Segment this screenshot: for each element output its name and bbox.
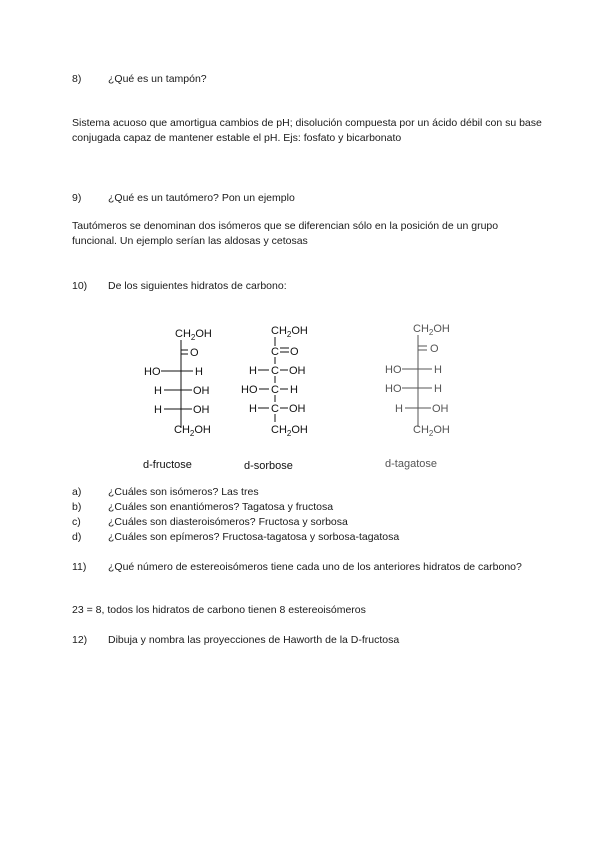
fructose-top: $CH_2OH$ [175, 328, 212, 342]
fructose-bottom: $CH_2OH$ [174, 424, 211, 438]
sorbose-r4-right: H [290, 384, 298, 396]
tagatose-top: $CH_2OH$ [413, 323, 450, 337]
fructose-c2-o: O [190, 347, 199, 359]
q10-sub-b-label: b) [72, 501, 82, 513]
q11-number: 11) [72, 561, 87, 573]
q11-question: ¿Qué número de estereoisómeros tiene cada uno de los anteriores hidratos de carbono? [108, 561, 522, 573]
q10-sub-d-label: d) [72, 531, 82, 543]
tagatose-r4-right: H [434, 383, 442, 395]
tagatose-c2-o: O [430, 343, 439, 355]
q10-sub-c-label: c) [72, 516, 81, 528]
q8-number: 8) [72, 73, 82, 85]
q9-question: ¿Qué es un tautómero? Pon un ejemplo [108, 192, 295, 204]
q10-sub-a-label: a) [72, 486, 82, 498]
sorbose-r3-left: H [249, 365, 257, 377]
sorbose-top: $CH_2OH$ [271, 325, 308, 339]
q10-sub-b-text: ¿Cuáles son enantiómeros? Tagatosa y fructosa [108, 501, 334, 513]
tagatose-r5-left: H [395, 403, 403, 415]
sorbose-r5-left: H [249, 403, 257, 415]
q9-answer: Tautómeros se denominan dos isómeros que se diferencian sólo en la posición de un grupo funcional. Un ejemplo serían las aldosas y cetosas [72, 220, 499, 247]
q9-number: 9) [72, 192, 82, 204]
sorbose-r4-left: HO [241, 384, 258, 396]
q11-answer: 23 = 8, todos los hidratos de carbono tienen 8 estereoisómeros [72, 604, 366, 616]
sorbose-r5-right: OH [289, 403, 306, 415]
q8-answer: Sistema acuoso que amortigua cambios de pH; disolución compuesta por un ácido débil con su base conjugada capaz de mantener estable el pH. Ejs: fosfato y bicarbonato [72, 117, 542, 144]
sorbose-structure [241, 325, 308, 472]
fructose-caption: d-fructose [143, 459, 192, 471]
fructose-r4-left: H [154, 385, 162, 397]
q12-number: 12) [72, 634, 88, 646]
q10-question: De los siguientes hidratos de carbono: [108, 280, 287, 292]
sorbose-r3-right: OH [289, 365, 306, 377]
q10-number: 10) [72, 280, 88, 292]
carbohydrate-figure [0, 315, 600, 485]
fructose-structure [143, 328, 212, 471]
fructose-r4-right: OH [193, 385, 210, 397]
sorbose-c2-o: O [290, 346, 299, 358]
fructose-r3-right: H [195, 366, 203, 378]
fructose-r5-left: H [154, 404, 162, 416]
sorbose-r5-c: C [271, 403, 279, 415]
sorbose-caption: d-sorbose [244, 460, 293, 472]
sorbose-r3-c: C [271, 365, 279, 377]
tagatose-r4-left: HO [385, 383, 402, 395]
tagatose-structure [385, 323, 450, 470]
fructose-r5-right: OH [193, 404, 210, 416]
tagatose-r3-right: H [434, 364, 442, 376]
tagatose-r5-right: OH [432, 403, 449, 415]
sorbose-bottom: $CH_2OH$ [271, 424, 308, 438]
q8-question: ¿Qué es un tampón? [108, 73, 207, 85]
tagatose-caption: d-tagatose [385, 458, 437, 470]
q12-question: Dibuja y nombra las proyecciones de Haworth de la D-fructosa [108, 634, 400, 646]
sorbose-c2-c: C [271, 346, 279, 358]
fructose-r3-left: HO [144, 366, 161, 378]
q10-sub-a-text: ¿Cuáles son isómeros? Las tres [108, 486, 259, 498]
tagatose-r3-left: HO [385, 364, 402, 376]
q10-sub-d-text: ¿Cuáles son epímeros? Fructosa-tagatosa y sorbosa-tagatosa [108, 531, 400, 543]
tagatose-bottom: $CH_2OH$ [413, 424, 450, 438]
sorbose-r4-c: C [271, 384, 279, 396]
q10-sub-c-text: ¿Cuáles son diasteroisómeros? Fructosa y sorbosa [108, 516, 348, 528]
